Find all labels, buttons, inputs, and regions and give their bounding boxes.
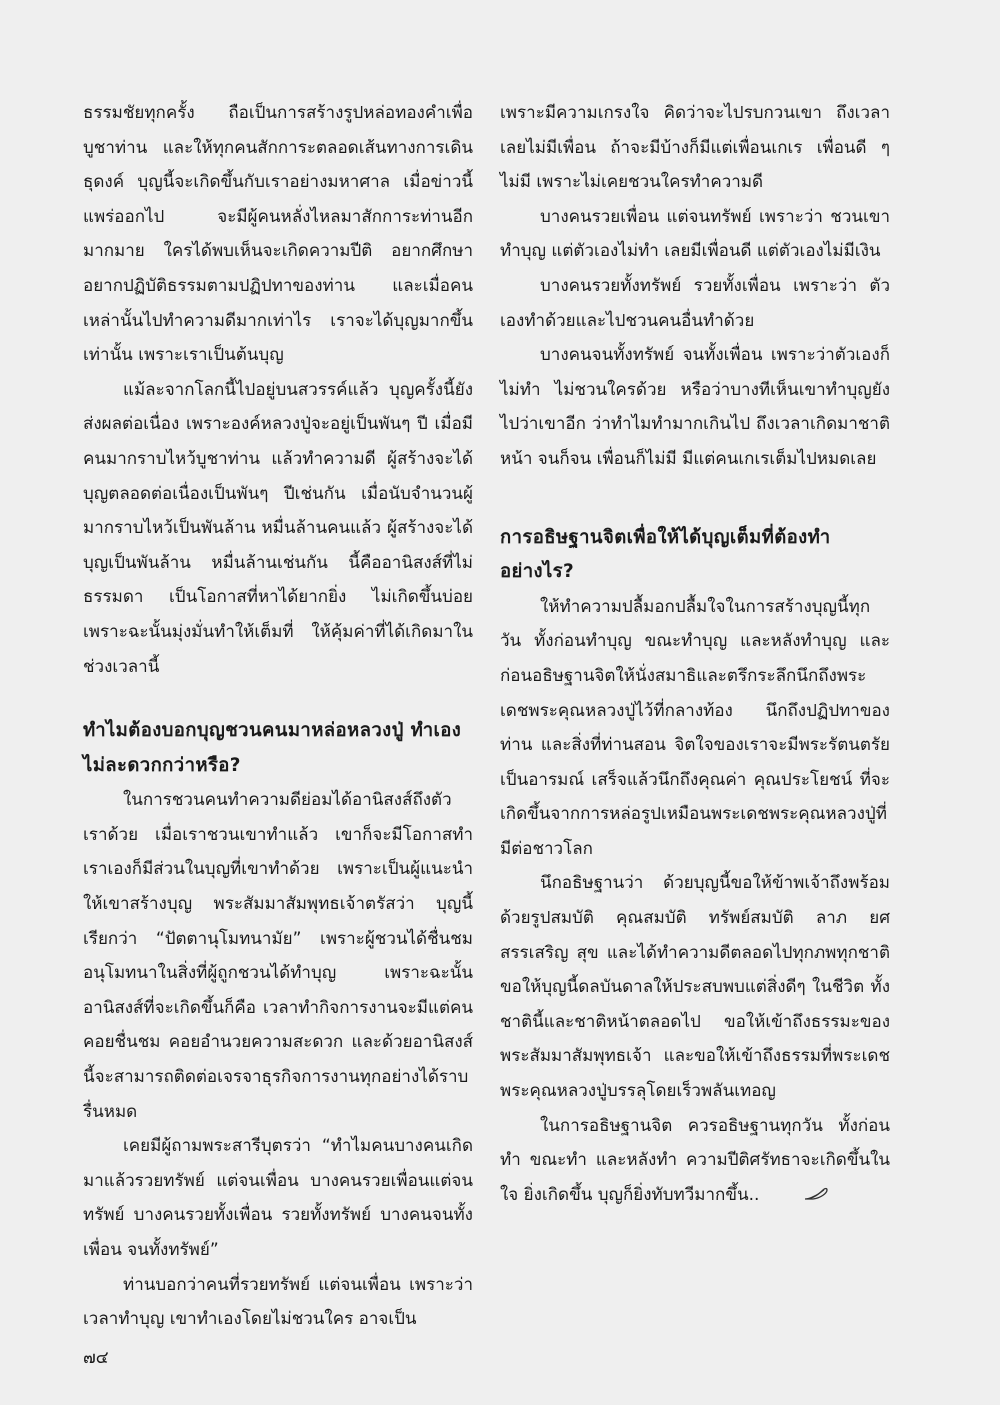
page-number: ๗๔	[83, 1348, 109, 1368]
leaf-ornament-icon	[763, 1180, 829, 1215]
paragraph: ธรรมชัยทุกครั้ง ถือเป็นการสร้างรูปหล่อทองคำเพื่อบูชาท่าน และให้ทุกคนสักการะตลอดเส้นทางการเดินธุดงค์ บุญนี้จะเกิดขึ้นกับเราอย่างมหาศาล เมื่อข่าวนี้แพร่ออกไป จะมีผู้คนหลั่งไหลมาสักการะท่านอีกมากมาย ใครได้พบเห็นจะเกิดความปีติ อยากศึกษา อยากปฏิบัติธรรมตามปฏิปทาของท่าน และเมื่อคนเหล่านั้นไปทำความดีมากเท่าไร เราจะได้บุญมากขึ้นเท่านั้น เพราะเราเป็นต้นบุญ	[83, 103, 473, 366]
closing-paragraph	[500, 1109, 890, 1215]
paragraph: บางคนจนทั้งทรัพย์ จนทั้งเพื่อน เพราะว่าตัวเองก็ไม่ทำ ไม่ชวนใครด้วย หรือว่าบางทีเห็นเขาทำบุญยังไปว่าเขาอีก ว่าทำไมทำมากเกินไป ถึงเวลาเกิดมาชาติหน้า จนก็จน เพื่อนก็ไม่มี มีแต่คนเกเรเต็มไปหมดเลย	[500, 345, 890, 469]
section-heading: การอธิษฐานจิตเพื่อให้ได้บุญเต็มที่ต้องทำอย่างไร?	[500, 526, 831, 583]
closing-text: ในการอธิษฐานจิต ควรอธิษฐานทุกวัน ทั้งก่อนทำ ขณะทำ และหลังทำ ความปีติศรัทธาจะเกิดขึ้นในใจ ยิ่งเกิดขึ้น บุญก็ยิ่งทับทวีมากขึ้น..	[500, 1115, 890, 1205]
paragraph: ในการชวนคนทำความดีย่อมได้อานิสงส์ถึงตัวเราด้วย เมื่อเราชวนเขาทำแล้ว เขาก็จะมีโอกาสทำ เราเองก็มีส่วนในบุญที่เขาทำด้วย เพราะเป็นผู้แนะนำให้เขาสร้างบุญ พระสัมมาสัมพุทธเจ้าตรัสว่า บุญนี้เรียกว่า “ปัตตานุโมทนามัย” เพราะผู้ชวนได้ชื่นชมอนุโมทนาในสิ่งที่ผู้ถูกชวนได้ทำบุญ เพราะฉะนั้นอานิสงส์ที่จะเกิดขึ้นก็คือ เวลาทำกิจการงานจะมีแต่คนคอยชื่นชม คอยอำนวยความสะดวก และด้วยอานิสงส์นี้จะสามารถติดต่อเจรจาธุรกิจการงานทุกอย่างได้ราบรื่นหมด	[83, 790, 473, 1122]
paragraph: บางคนรวยทั้งทรัพย์ รวยทั้งเพื่อน เพราะว่า ตัวเองทำด้วยและไปชวนคนอื่นทำด้วย	[500, 275, 890, 331]
paragraph: นึกอธิษฐานว่า ด้วยบุญนี้ขอให้ข้าพเจ้าถึงพร้อมด้วยรูปสมบัติ คุณสมบัติ ทรัพย์สมบัติ ลาภ ยศ สรรเสริญ สุข และได้ทำความดีตลอดไปทุกภพทุกชาติ ขอให้บุญนี้ดลบันดาลให้ประสบพบแต่สิ่งดีๆ ในชีวิต ทั้งชาตินี้และชาติหน้าตลอดไป ขอให้เข้าถึงธรรมะของพระสัมมาสัมพุทธเจ้า และขอให้เข้าถึงธรรมที่พระเดชพระคุณหลวงปู่บรรลุโดยเร็วพลันเทอญ	[500, 873, 890, 1102]
paragraph: บางคนรวยเพื่อน แต่จนทรัพย์ เพราะว่า ชวนเขาทำบุญ แต่ตัวเองไม่ทำ เลยมีเพื่อนดี แต่ตัวเองไม่มีเงิน	[500, 206, 890, 262]
paragraph: แม้ละจากโลกนี้ไปอยู่บนสวรรค์แล้ว บุญครั้งนี้ยังส่งผลต่อเนื่อง เพราะองค์หลวงปู่จะอยู่เป็นพันๆ ปี เมื่อมีคนมากราบไหว้บูชาท่าน แล้วทำความดี ผู้สร้างจะได้บุญตลอดต่อเนื่องเป็นพันๆ ปีเช่นกัน เมื่อนับจำนวนผู้มากราบไหว้เป็นพันล้าน หมื่นล้านคนแล้ว ผู้สร้างจะได้บุญเป็นพันล้าน หมื่นล้านเช่นกัน นี้คืออานิสงส์ที่ไม่ธรรมดา เป็นโอกาสที่หาได้ยากยิ่ง ไม่เกิดขึ้นบ่อย เพราะฉะนั้นมุ่งมั่นทำให้เต็มที่ ให้คุ้มค่าที่ได้เกิดมาในช่วงเวลานี้	[83, 379, 473, 677]
paragraph: เพราะมีความเกรงใจ คิดว่าจะไปรบกวนเขา ถึงเวลาเลยไม่มีเพื่อน ถ้าจะมีบ้างก็มีแต่เพื่อนเกเร เพื่อนดี ๆ ไม่มี เพราะไม่เคยชวนใครทำความดี	[500, 103, 890, 193]
section-heading: ทำไมต้องบอกบุญชวนคนมาหล่อหลวงปู่ ทำเองไม่ละดวกกว่าหรือ?	[83, 720, 462, 776]
paragraph: ให้ทำความปลื้มอกปลื้มใจในการสร้างบุญนี้ทุกวัน ทั้งก่อนทำบุญ ขณะทำบุญ และหลังทำบุญ และก่อนอธิษฐานจิตให้นั่งสมาธิและตรึกระลึกนึกถึงพระเดชพระคุณหลวงปู่ไว้ที่กลางท้อง นึกถึงปฏิปทาของท่าน และสิ่งที่ท่านสอน จิตใจของเราจะมีพระรัตนตรัยเป็นอารมณ์ เสร็จแล้วนึกถึงคุณค่า คุณประโยชน์ ที่จะเกิดขึ้นจากการหล่อรูปเหมือนพระเดชพระคุณหลวงปู่ที่มีต่อชาวโลก	[500, 596, 890, 859]
paragraph: เคยมีผู้ถามพระสารีบุตรว่า “ทำไมคนบางคนเกิดมาแล้วรวยทรัพย์ แต่จนเพื่อน บางคนรวยเพื่อนแต่จนทรัพย์ บางคนรวยทั้งเพื่อน รวยทั้งทรัพย์ บางคนจนทั้งเพื่อน จนทั้งทรัพย์”	[83, 1136, 473, 1260]
right-column	[500, 96, 890, 1214]
paragraph: ท่านบอกว่าคนที่รวยทรัพย์ แต่จนเพื่อน เพราะว่า เวลาทำบุญ เขาทำเองโดยไม่ชวนใคร อาจเป็น	[83, 1274, 473, 1330]
left-column	[83, 96, 473, 1337]
